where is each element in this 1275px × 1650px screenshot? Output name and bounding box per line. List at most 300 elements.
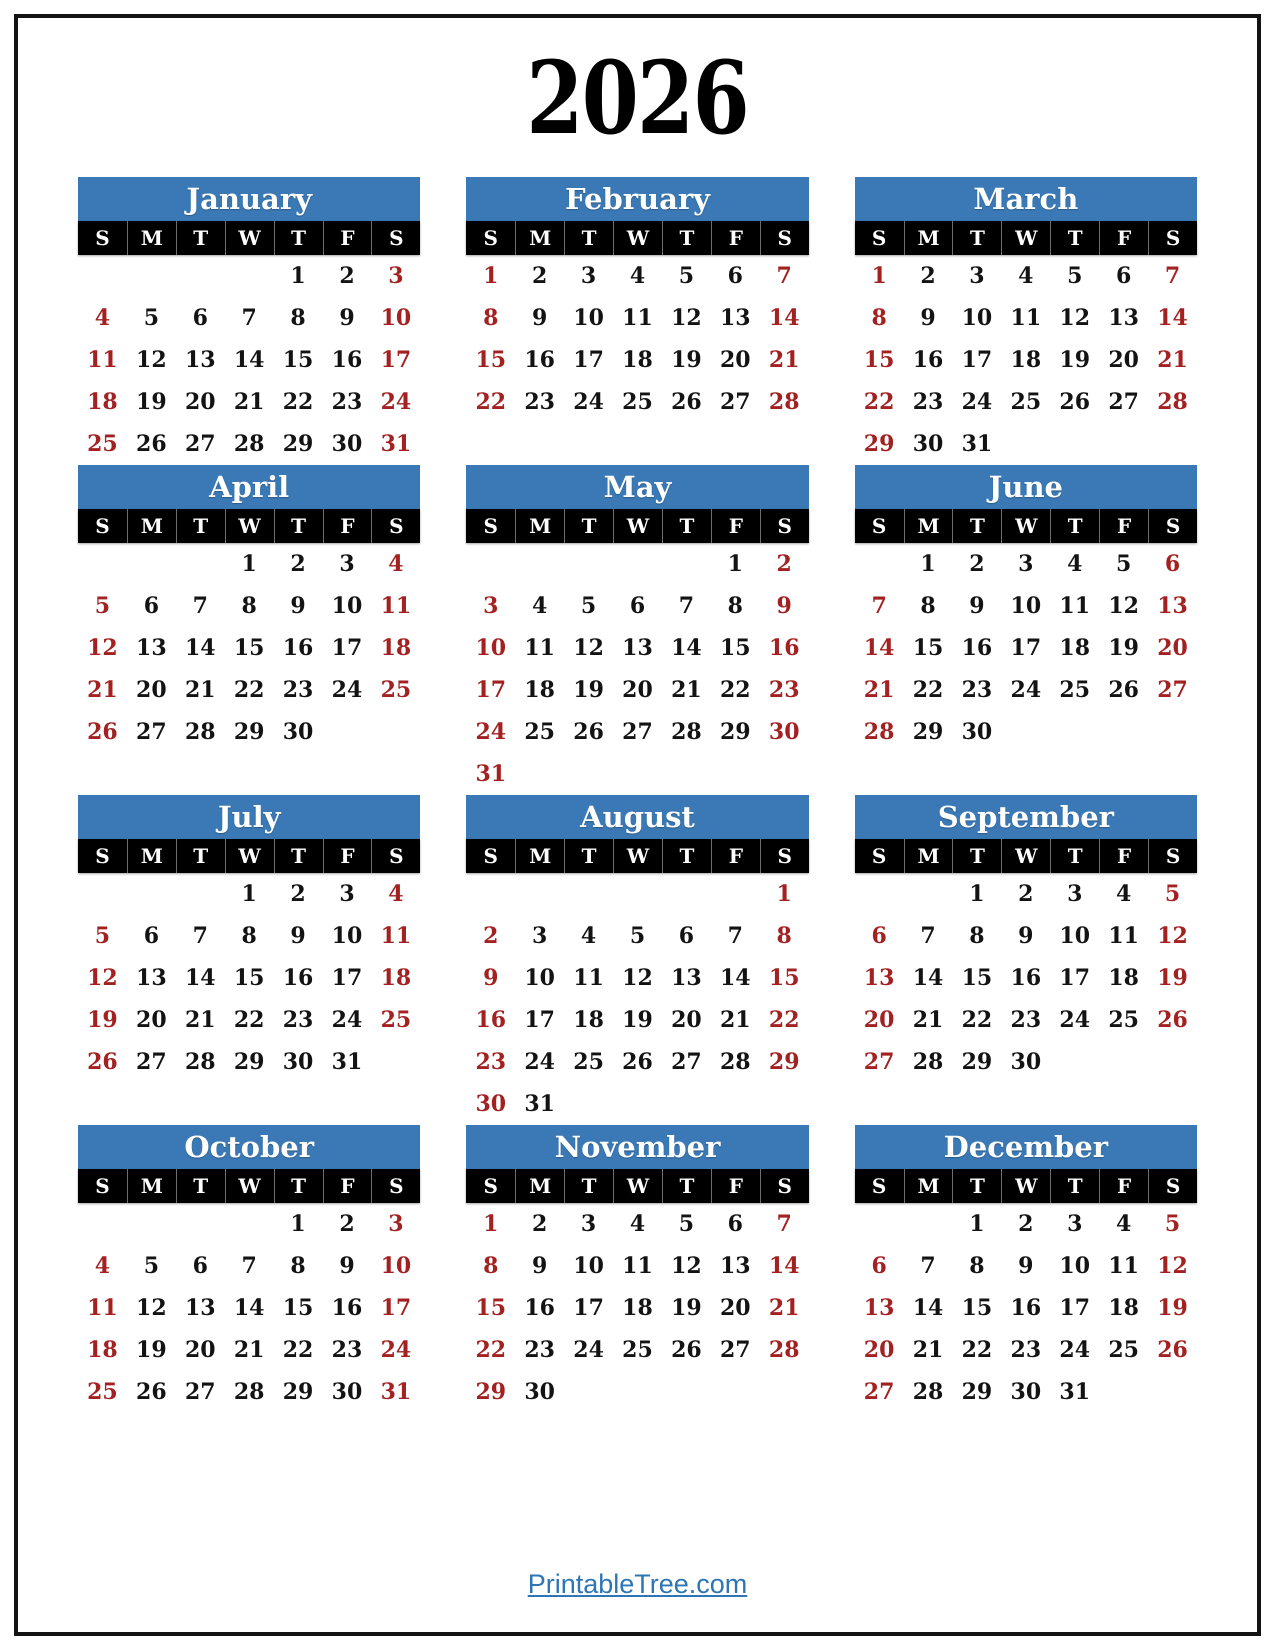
day-cell: 1 (727, 551, 743, 577)
day-cell: 4 (629, 263, 646, 289)
empty-day-cell (662, 873, 711, 915)
day-cell: 24 (331, 1007, 363, 1033)
weekday-label: S (760, 1169, 809, 1203)
weekday-label: S (760, 509, 809, 543)
day-cell: 14 (912, 1295, 944, 1321)
day-cell: 2 (532, 1211, 548, 1237)
empty-day-cell (225, 255, 274, 297)
empty-day-cell (711, 1371, 760, 1413)
day-cell: 5 (678, 1211, 695, 1237)
empty-day-cell (515, 543, 564, 585)
weekday-label: F (323, 839, 372, 873)
day-cell: 9 (339, 1253, 355, 1279)
year-title (18, 18, 1257, 177)
day-cell: 6 (1115, 263, 1132, 289)
day-cell: 28 (233, 431, 265, 457)
day-cell: 19 (136, 389, 167, 415)
day-cell: 28 (671, 719, 702, 745)
weekday-label: T (564, 1169, 613, 1203)
day-cell: 20 (719, 1295, 751, 1321)
empty-day-cell (662, 1083, 711, 1125)
empty-day-cell (515, 873, 564, 915)
day-cell: 4 (580, 923, 597, 949)
day-cell: 26 (87, 1049, 118, 1075)
day-cell: 23 (961, 677, 993, 703)
day-cell: 24 (1059, 1337, 1091, 1363)
day-cell: 2 (290, 551, 306, 577)
empty-day-cell (760, 753, 809, 795)
empty-day-cell (78, 255, 127, 297)
day-cell: 27 (136, 1049, 167, 1075)
month-days-grid (466, 255, 808, 465)
month-panel (78, 1125, 420, 1413)
day-cell: 18 (380, 635, 412, 661)
day-cell: 2 (1018, 1211, 1034, 1237)
day-cell: 18 (1108, 965, 1139, 991)
day-cell: 24 (331, 677, 363, 703)
day-cell: 20 (1157, 635, 1188, 661)
empty-day-cell (613, 1083, 662, 1125)
empty-day-cell (127, 255, 176, 297)
day-cell: 1 (483, 263, 499, 289)
month-days-grid (78, 1203, 420, 1413)
weekday-label: T (1050, 1169, 1099, 1203)
day-cell: 16 (331, 1295, 363, 1321)
day-cell: 26 (1108, 677, 1139, 703)
day-cell: 3 (1067, 1211, 1083, 1237)
day-cell: 11 (573, 965, 604, 991)
day-cell: 30 (961, 719, 993, 745)
day-cell: 1 (241, 551, 257, 577)
weekday-label: W (225, 509, 274, 543)
day-cell: 19 (1108, 635, 1139, 661)
day-cell: 31 (475, 761, 507, 787)
month-panel (855, 465, 1197, 753)
day-cell: 14 (184, 965, 216, 991)
day-cell: 8 (483, 1253, 499, 1279)
weekday-label: M (515, 839, 564, 873)
day-cell: 30 (524, 1379, 555, 1405)
month-panel (78, 177, 420, 465)
day-cell: 17 (331, 635, 363, 661)
empty-day-cell (613, 753, 662, 795)
month-panel (855, 795, 1197, 1083)
day-cell: 29 (912, 719, 944, 745)
day-cell: 3 (339, 881, 355, 907)
day-cell: 3 (388, 263, 404, 289)
empty-day-cell (371, 711, 420, 753)
day-cell: 19 (1059, 347, 1091, 373)
empty-day-cell (127, 543, 176, 585)
day-cell: 26 (671, 389, 702, 415)
day-cell: 19 (1157, 1295, 1188, 1321)
day-cell: 16 (1010, 1295, 1042, 1321)
day-cell: 2 (1018, 881, 1034, 907)
empty-day-cell (78, 873, 127, 915)
day-cell: 24 (380, 389, 412, 415)
day-cell: 21 (863, 677, 895, 703)
day-cell: 4 (1067, 551, 1083, 577)
day-cell: 31 (331, 1049, 363, 1075)
empty-day-cell (176, 1203, 225, 1245)
weekday-label: S (1148, 221, 1197, 255)
day-cell: 29 (233, 1049, 265, 1075)
weekday-label: F (711, 1169, 760, 1203)
day-cell: 26 (136, 1379, 167, 1405)
day-cell: 28 (768, 389, 800, 415)
day-cell: 28 (184, 719, 216, 745)
day-cell: 2 (339, 1211, 355, 1237)
day-cell: 28 (719, 1049, 751, 1075)
empty-day-cell (1148, 423, 1197, 465)
month-title: September (855, 795, 1197, 839)
day-cell: 5 (678, 263, 695, 289)
day-cell: 8 (920, 593, 936, 619)
day-cell: 30 (1010, 1379, 1042, 1405)
day-cell: 5 (629, 923, 646, 949)
day-cell: 21 (184, 677, 216, 703)
day-cell: 7 (776, 263, 792, 289)
day-cell: 12 (1157, 923, 1188, 949)
day-cell: 12 (622, 965, 653, 991)
day-cell: 14 (768, 1253, 800, 1279)
day-cell: 5 (1164, 881, 1181, 907)
day-cell: 10 (961, 305, 993, 331)
day-cell: 23 (768, 677, 800, 703)
empty-day-cell (1148, 1041, 1197, 1083)
weekday-label: M (515, 509, 564, 543)
month-title: August (466, 795, 808, 839)
day-cell: 13 (719, 305, 751, 331)
month-days-grid (855, 1203, 1197, 1413)
day-cell: 6 (192, 1253, 208, 1279)
day-cell: 13 (1157, 593, 1188, 619)
month-title: June (855, 465, 1197, 509)
day-cell: 15 (233, 635, 265, 661)
month-panel (466, 1125, 808, 1413)
day-cell: 7 (241, 305, 257, 331)
day-cell: 7 (871, 593, 887, 619)
empty-day-cell (1050, 423, 1099, 465)
day-cell: 24 (1010, 677, 1042, 703)
weekday-label: M (127, 839, 176, 873)
day-cell: 18 (1059, 635, 1091, 661)
weekday-label: S (483, 514, 498, 538)
empty-day-cell (1099, 1041, 1148, 1083)
day-cell: 1 (290, 263, 306, 289)
day-cell: 7 (192, 923, 208, 949)
day-cell: 14 (863, 635, 895, 661)
weekday-label: F (323, 509, 372, 543)
weekday-label: T (176, 221, 225, 255)
day-cell: 21 (912, 1007, 944, 1033)
day-cell: 6 (727, 263, 743, 289)
day-cell: 13 (1108, 305, 1139, 331)
day-cell: 27 (1108, 389, 1139, 415)
weekday-label: F (1099, 1169, 1148, 1203)
weekday-label: S (371, 839, 420, 873)
day-cell: 1 (871, 263, 887, 289)
day-cell: 11 (87, 1295, 118, 1321)
day-cell: 10 (573, 305, 604, 331)
day-cell: 9 (776, 593, 792, 619)
day-cell: 10 (573, 1253, 604, 1279)
weekday-label: F (711, 839, 760, 873)
month-title: February (466, 177, 808, 221)
day-cell: 2 (483, 923, 499, 949)
weekday-header-row (855, 509, 1197, 543)
day-cell: 20 (719, 347, 751, 373)
empty-day-cell (1099, 423, 1148, 465)
weekday-label: F (711, 221, 760, 255)
day-cell: 11 (1010, 305, 1042, 331)
day-cell: 21 (719, 1007, 751, 1033)
day-cell: 30 (1010, 1049, 1042, 1075)
day-cell: 9 (290, 593, 306, 619)
day-cell: 13 (622, 635, 653, 661)
weekday-header-row (855, 221, 1197, 255)
day-cell: 28 (912, 1379, 944, 1405)
day-cell: 20 (1108, 347, 1139, 373)
weekday-header-row (466, 221, 808, 255)
day-cell: 14 (1157, 305, 1188, 331)
weekday-label: M (904, 221, 953, 255)
weekday-label: T (564, 509, 613, 543)
day-cell: 11 (1108, 1253, 1139, 1279)
empty-day-cell (1050, 711, 1099, 753)
day-cell: 9 (339, 305, 355, 331)
weekday-label: T (176, 509, 225, 543)
day-cell: 3 (483, 593, 499, 619)
day-cell: 29 (961, 1049, 993, 1075)
day-cell: 9 (532, 1253, 548, 1279)
empty-day-cell (711, 753, 760, 795)
day-cell: 3 (969, 263, 985, 289)
day-cell: 3 (1018, 551, 1034, 577)
month-title: January (78, 177, 420, 221)
day-cell: 8 (969, 923, 985, 949)
month-panel (466, 177, 808, 465)
empty-day-cell (904, 1203, 953, 1245)
empty-day-cell (564, 1083, 613, 1125)
day-cell: 17 (1059, 1295, 1091, 1321)
empty-day-cell (1148, 711, 1197, 753)
day-cell: 27 (184, 1379, 216, 1405)
day-cell: 3 (339, 551, 355, 577)
day-cell: 22 (863, 389, 895, 415)
empty-day-cell (662, 423, 711, 465)
day-cell: 21 (768, 347, 800, 373)
empty-day-cell (176, 255, 225, 297)
day-cell: 27 (863, 1049, 895, 1075)
day-cell: 20 (863, 1007, 895, 1033)
day-cell: 8 (241, 923, 257, 949)
day-cell: 21 (768, 1295, 800, 1321)
day-cell: 31 (961, 431, 993, 457)
day-cell: 15 (768, 965, 800, 991)
day-cell: 22 (768, 1007, 800, 1033)
day-cell: 8 (776, 923, 792, 949)
day-cell: 11 (87, 347, 118, 373)
month-days-grid (855, 873, 1197, 1083)
day-cell: 15 (961, 1295, 993, 1321)
weekday-header-row (78, 839, 420, 873)
day-cell: 15 (863, 347, 895, 373)
empty-day-cell (564, 543, 613, 585)
day-cell: 27 (863, 1379, 895, 1405)
weekday-label: M (904, 509, 953, 543)
day-cell: 7 (776, 1211, 792, 1237)
day-cell: 18 (524, 677, 555, 703)
day-cell: 26 (1157, 1007, 1188, 1033)
day-cell: 12 (136, 347, 167, 373)
empty-day-cell (760, 1083, 809, 1125)
day-cell: 20 (622, 677, 653, 703)
empty-day-cell (564, 1371, 613, 1413)
day-cell: 16 (331, 347, 363, 373)
day-cell: 18 (573, 1007, 604, 1033)
weekday-label: T (952, 1169, 1001, 1203)
day-cell: 14 (233, 347, 265, 373)
day-cell: 30 (331, 1379, 363, 1405)
weekday-label: F (323, 1169, 372, 1203)
day-cell: 25 (622, 389, 653, 415)
day-cell: 9 (1018, 1253, 1034, 1279)
day-cell: 26 (622, 1049, 653, 1075)
day-cell: 16 (1010, 965, 1042, 991)
day-cell: 9 (290, 923, 306, 949)
weekday-label: S (95, 844, 110, 868)
weekday-label: T (176, 839, 225, 873)
weekday-label: W (1001, 509, 1050, 543)
day-cell: 20 (184, 389, 216, 415)
day-cell: 31 (380, 431, 412, 457)
day-cell: 1 (920, 551, 936, 577)
day-cell: 22 (961, 1007, 993, 1033)
day-cell: 20 (136, 677, 167, 703)
day-cell: 2 (532, 263, 548, 289)
day-cell: 19 (1157, 965, 1188, 991)
day-cell: 10 (380, 305, 412, 331)
footer-link[interactable]: PrintableTree.com (527, 1569, 748, 1599)
weekday-label: W (225, 1169, 274, 1203)
empty-day-cell (225, 1203, 274, 1245)
weekday-label: S (760, 221, 809, 255)
day-cell: 23 (331, 389, 363, 415)
day-cell: 22 (233, 1007, 265, 1033)
day-cell: 10 (475, 635, 507, 661)
day-cell: 29 (282, 1379, 314, 1405)
month-title: May (466, 465, 808, 509)
empty-day-cell (466, 423, 515, 465)
day-cell: 7 (192, 593, 208, 619)
day-cell: 14 (233, 1295, 265, 1321)
day-cell: 15 (961, 965, 993, 991)
empty-day-cell (711, 873, 760, 915)
day-cell: 27 (136, 719, 167, 745)
weekday-label: F (1099, 839, 1148, 873)
day-cell: 26 (87, 719, 118, 745)
day-cell: 14 (671, 635, 702, 661)
day-cell: 25 (524, 719, 555, 745)
day-cell: 23 (912, 389, 944, 415)
day-cell: 29 (768, 1049, 800, 1075)
day-cell: 29 (863, 431, 895, 457)
month-panel (78, 465, 420, 753)
day-cell: 10 (1059, 923, 1091, 949)
weekday-label: M (127, 509, 176, 543)
month-days-grid (466, 1203, 808, 1413)
day-cell: 11 (622, 305, 653, 331)
weekday-label: T (952, 221, 1001, 255)
weekday-label: M (127, 1169, 176, 1203)
day-cell: 28 (233, 1379, 265, 1405)
day-cell: 6 (143, 923, 159, 949)
day-cell: 24 (573, 389, 604, 415)
day-cell: 4 (629, 1211, 646, 1237)
empty-day-cell (855, 543, 904, 585)
day-cell: 2 (339, 263, 355, 289)
day-cell: 15 (912, 635, 944, 661)
weekday-label: M (515, 221, 564, 255)
month-title: April (78, 465, 420, 509)
weekday-label: F (323, 221, 372, 255)
empty-day-cell (176, 873, 225, 915)
day-cell: 3 (1067, 881, 1083, 907)
day-cell: 2 (920, 263, 936, 289)
weekday-label: T (564, 221, 613, 255)
day-cell: 26 (573, 719, 604, 745)
day-cell: 10 (524, 965, 555, 991)
weekday-label: S (95, 514, 110, 538)
weekday-header-row (78, 1169, 420, 1203)
day-cell: 25 (622, 1337, 653, 1363)
day-cell: 19 (622, 1007, 653, 1033)
day-cell: 23 (524, 1337, 555, 1363)
day-cell: 5 (94, 593, 111, 619)
day-cell: 10 (1059, 1253, 1091, 1279)
day-cell: 16 (475, 1007, 507, 1033)
day-cell: 17 (331, 965, 363, 991)
empty-day-cell (1050, 1041, 1099, 1083)
weekday-label: S (371, 509, 420, 543)
day-cell: 22 (719, 677, 751, 703)
weekday-label: T (176, 1169, 225, 1203)
day-cell: 3 (388, 1211, 404, 1237)
day-cell: 24 (573, 1337, 604, 1363)
empty-day-cell (760, 1371, 809, 1413)
empty-day-cell (662, 753, 711, 795)
day-cell: 9 (483, 965, 499, 991)
day-cell: 20 (184, 1337, 216, 1363)
day-cell: 30 (912, 431, 944, 457)
day-cell: 27 (671, 1049, 702, 1075)
day-cell: 8 (969, 1253, 985, 1279)
day-cell: 11 (622, 1253, 653, 1279)
day-cell: 22 (233, 677, 265, 703)
day-cell: 5 (1164, 1211, 1181, 1237)
empty-day-cell (662, 543, 711, 585)
weekday-label: S (371, 1169, 420, 1203)
day-cell: 28 (863, 719, 895, 745)
day-cell: 16 (282, 635, 314, 661)
day-cell: 7 (241, 1253, 257, 1279)
day-cell: 9 (1018, 923, 1034, 949)
empty-day-cell (711, 1083, 760, 1125)
day-cell: 17 (1010, 635, 1042, 661)
month-days-grid (78, 873, 420, 1083)
day-cell: 23 (331, 1337, 363, 1363)
